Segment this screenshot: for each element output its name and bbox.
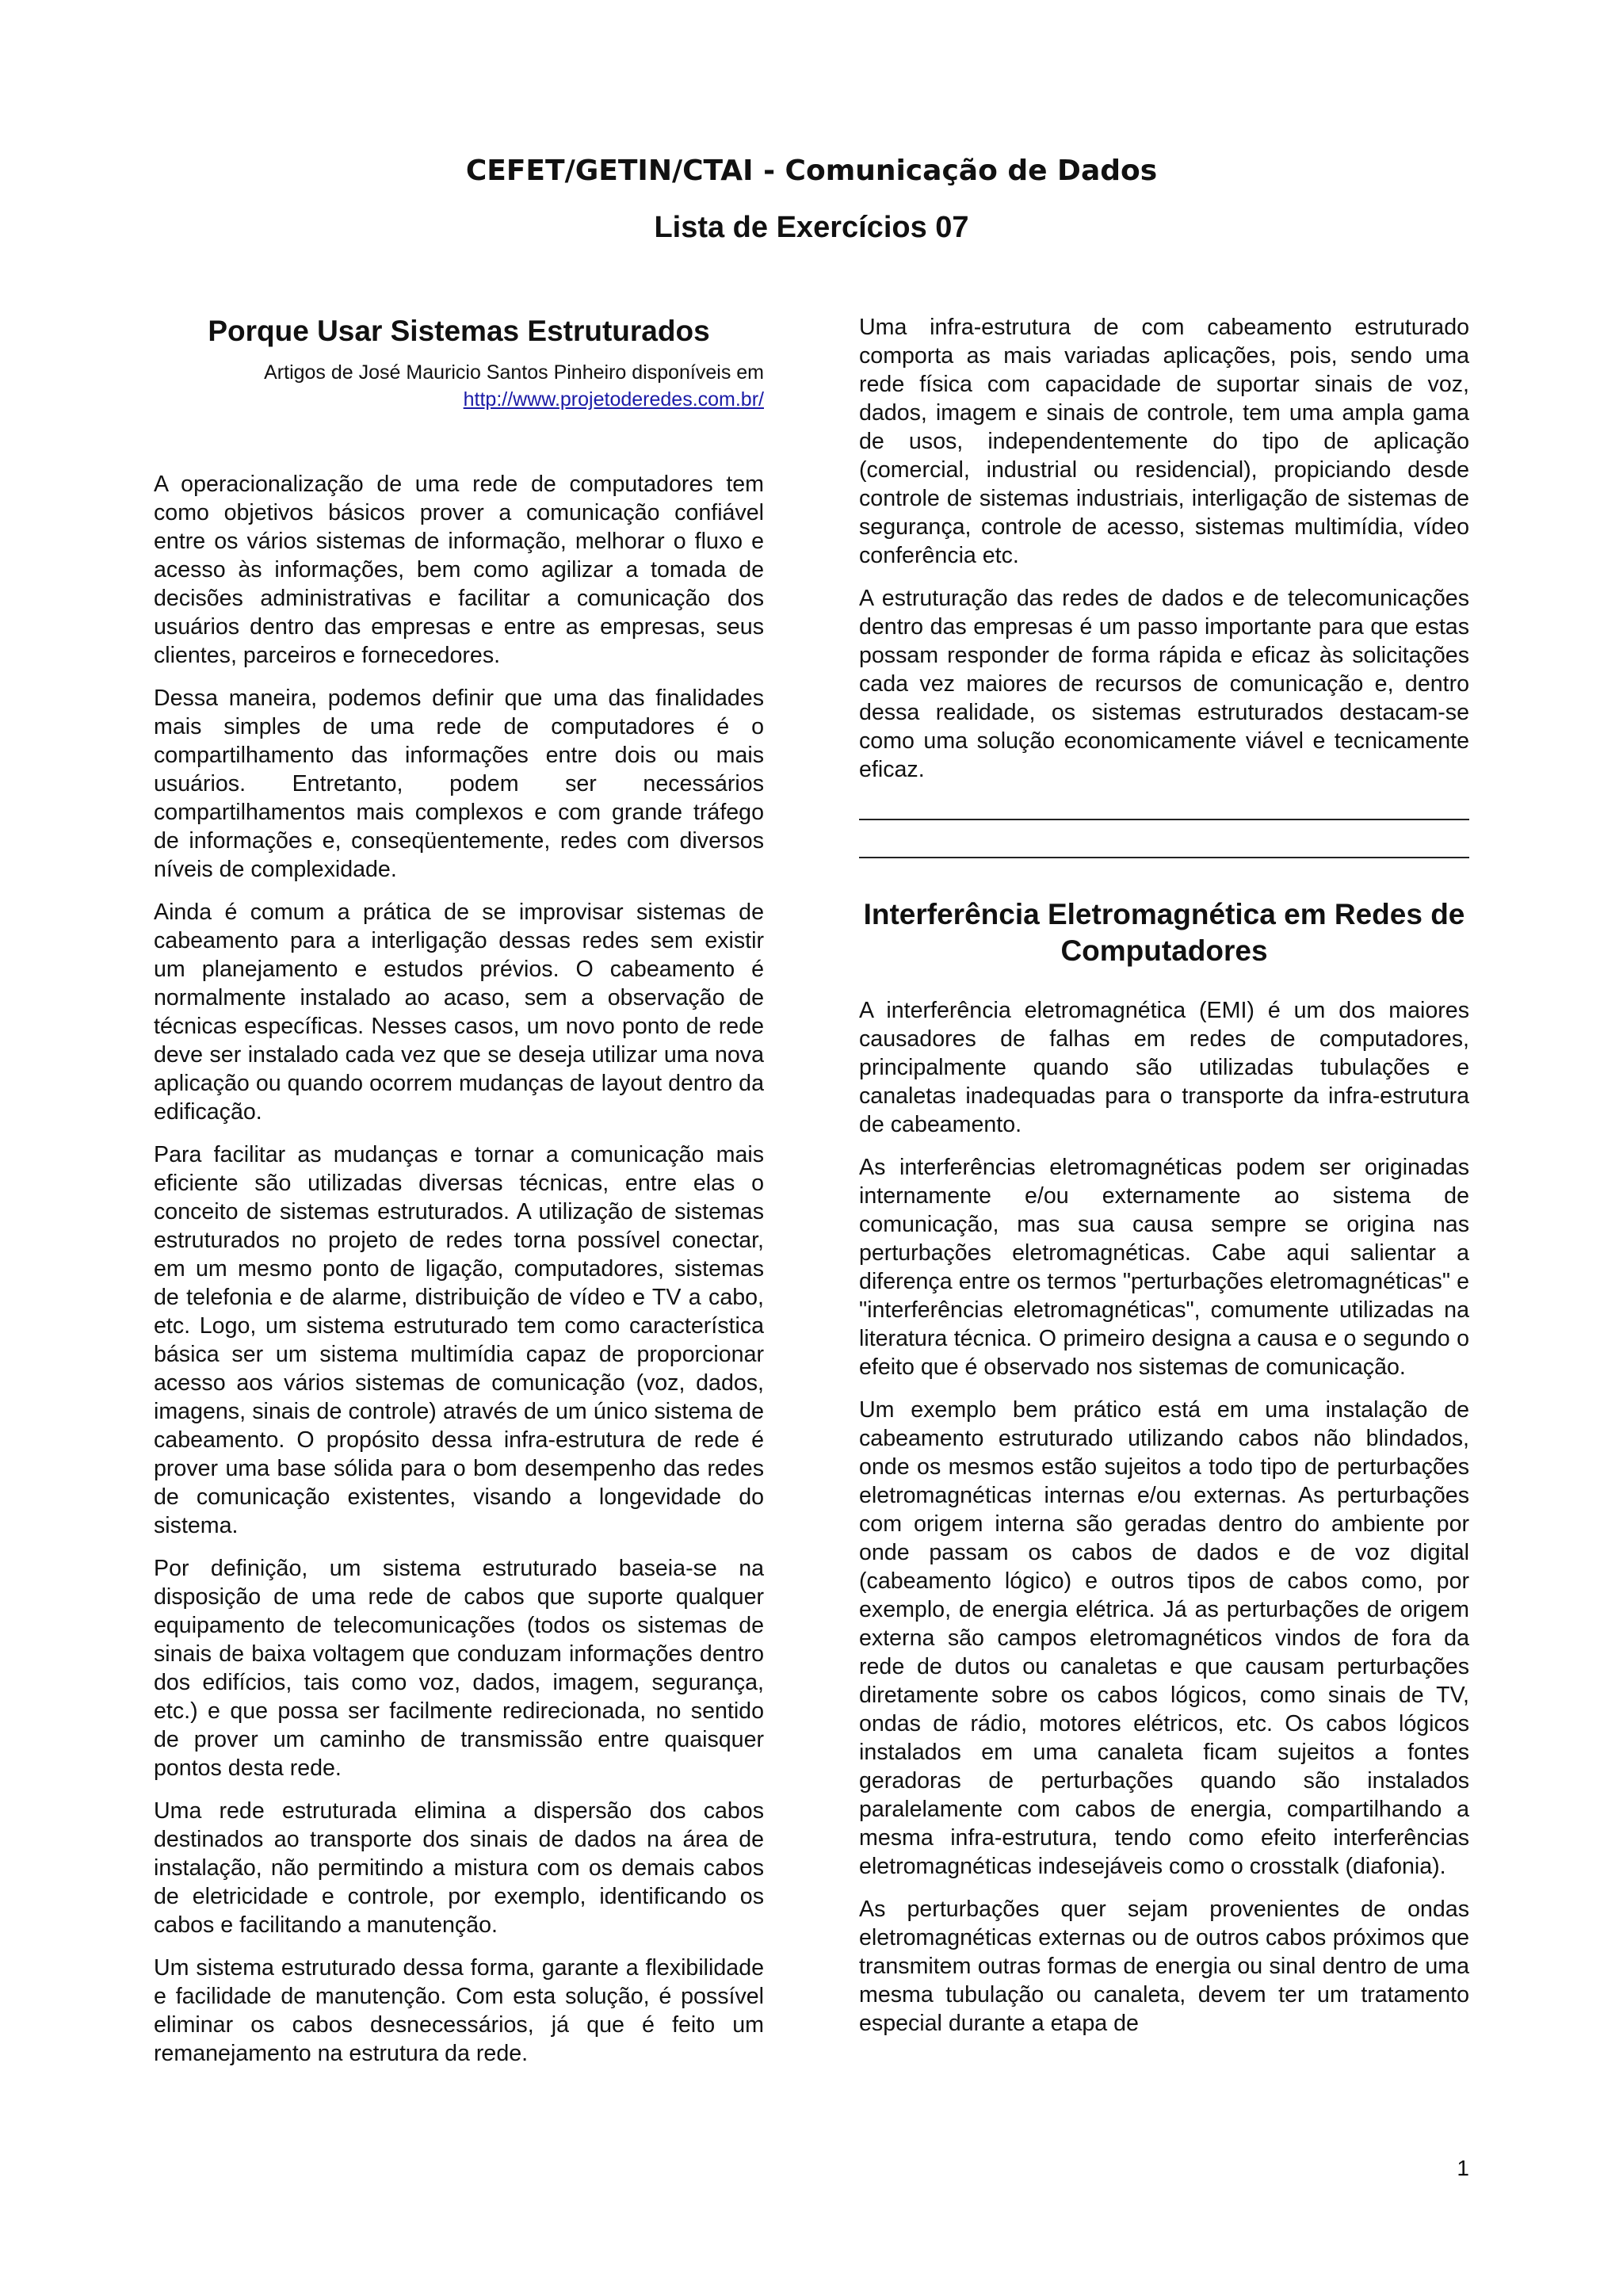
article1-title: Porque Usar Sistemas Estruturados [208,315,710,347]
divider-line [859,857,1469,858]
paragraph: Uma rede estruturada elimina a dispersão dos cabos destinados ao transporte dos sinais de dados na área de instalação, não permitindo a mistura com os demais cabos de eletricidade e controle, por exemplo, identificando os cabos e facilitando a manutenção. [154,1798,764,1938]
divider-line [859,819,1469,820]
paragraph: A interferência eletromagnética (EMI) é um dos maiores causadores de falhas em redes de computadores, principalmente quando são utilizadas tubulações e canaletas inadequadas para o transporte da infra-estrutura de cabeamento. [859,998,1469,1137]
paragraph: A estruturação das redes de dados e de telecomunicações dentro das empresas é um passo importante para que estas possam responder de forma rápida e eficaz às solicitações cada vez maiores de recursos de comunicação e, dentro dessa realidade, os sistemas estruturados destacam-se como uma solução economicamente viável e tecnicamente eficaz. [859,586,1469,782]
paragraph: Por definição, um sistema estruturado baseia-se na disposição de uma rede de cabos que suporte qualquer equipamento de telecomunicações (todos os sistemas de sinais de baixa voltagem que conduzam informações dentro dos edifícios, tais como voz, dados, imagem, segurança, etc.) e que possa ser facilmente redirecionada, no sentido de prover um caminho de transmissão entre quaisquer pontos desta rede. [154,1556,764,1781]
paragraph: Dessa maneira, podemos definir que uma das finalidades mais simples de uma rede de computadores é o compartilhamento das informações entre dois ou mais usuários. Entretanto, podem ser necessários compartilhamentos mais complexos e com grande tráfego de informações e, conseqüentemente, redes com diversos níveis de complexidade. [154,686,764,882]
page-number: 1 [1457,2156,1469,2180]
paragraph: Um exemplo bem prático está em uma instalação de cabeamento estruturado utilizando cabos não blindados, onde os mesmos estão sujeitos a todo tipo de perturbações eletromagnéticas internas e/ou externas. As perturbações com origem interna são geradas dentro do ambiente por onde passam os cabos de dados e de voz digital (cabeamento lógico) e outros tipos de cabos como, por exemplo, de energia elétrica. Já as perturbações de origem externa são campos eletromagnéticos vindos de fora da rede de dutos ou canaletas e que causam perturbações diretamente sobre os cabos lógicos, como sinais de TV, ondas de rádio, motores elétricos, etc. Os cabos lógicos instalados em uma canaleta ficam sujeitos a fontes geradoras de perturbações quando são instalados paralelamente com cabos de energia, compartilhando a mesma infra-estrutura, tendo como efeito interferências eletromagnéticas indesejáveis como o crosstalk (diafonia). [859,1397,1469,1879]
paragraph: Uma infra-estrutura de com cabeamento estruturado comporta as mais variadas aplicações, pois, sendo uma rede física com capacidade de suportar sinais de voz, dados, imagem e sinais de controle, tem uma ampla gama de usos, independentemente do tipo de aplicação (comercial, industrial ou residencial), propiciando desde controle de sistemas industriais, interligação de sistemas de segurança, controle de acesso, sistemas multimídia, vídeo conferência etc. [859,315,1469,568]
exercise-list-title: Lista de Exercícios 07 [654,211,969,244]
paragraph: As perturbações quer sejam provenientes de ondas eletromagnéticas externas ou de outros cabos próximos que transmitem outras formas de energia ou sinal dentro de uma mesma tubulação ou canaleta, devem ter um tratamento especial durante a etapa de [859,1897,1469,2036]
source-link[interactable]: http://www.projetoderedes.com.br/ [463,388,764,411]
course-heading: CEFET/GETIN/CTAI - Comunicação de Dados [465,155,1158,187]
article2-title: Interferência Eletromagnética em Redes de Computadores [863,898,1465,967]
paragraph: Para facilitar as mudanças e tornar a comunicação mais eficiente são utilizadas diversas técnicas, entre elas o conceito de sistemas estruturados. A utilização de sistemas estruturados no projeto de redes torna possível conectar, em um mesmo ponto de ligação, computadores, sistemas de telefonia e de alarme, distribuição de vídeo e TV a cabo, etc. Logo, um sistema estruturado tem como característica básica ser um sistema multimídia capaz de proporcionar acesso aos vários sistemas de comunicação (voz, dados, imagens, sinais de controle) através de um único sistema de cabeamento. O propósito dessa infra-estrutura de rede é prover uma base sólida para o bom desempenho das redes de comunicação existentes, visando a longevidade do sistema. [154,1142,764,1538]
paragraph: As interferências eletromagnéticas podem ser originadas internamente e/ou externamente ao sistema de comunicação, mas sua causa sempre se origina nas perturbações eletromagnéticas. Cabe aqui salientar a diferença entre os termos "perturbações eletromagnéticas" e "interferências eletromagnéticas", comumente utilizadas na literatura técnica. O primeiro designa a causa e o segundo o efeito que é observado nos sistemas de comunicação. [859,1155,1469,1380]
byline-text: Artigos de José Mauricio Santos Pinheiro disponíveis em [264,361,764,384]
paragraph: A operacionalização de uma rede de computadores tem como objetivos básicos prover a comunicação confiável entre os vários sistemas de informação, melhorar o fluxo e acesso às informações, bem como agilizar a tomada de decisões administrativas e facilitar a comunicação dos usuários dentro das empresas e entre as empresas, seus clientes, parceiros e fornecedores. [154,472,764,668]
article-byline [154,359,764,413]
right-column [859,313,1469,2038]
left-column [154,313,764,2068]
paragraph: Um sistema estruturado dessa forma, garante a flexibilidade e facilidade de manutenção. Com esta solução, é possível eliminar os cabos desnecessários, já que é feito um remanejamento na estrutura da rede. [154,1955,764,2066]
paragraph: Ainda é comum a prática de se improvisar sistemas de cabeamento para a interligação dessas redes sem existir um planejamento e estudos prévios. O cabeamento é normalmente instalado ao acaso, sem a observação de técnicas específicas. Nesses casos, um novo ponto de rede deve ser instalado cada vez que se deseja utilizar uma nova aplicação ou quando ocorrem mudanças de layout dentro da edificação. [154,900,764,1125]
